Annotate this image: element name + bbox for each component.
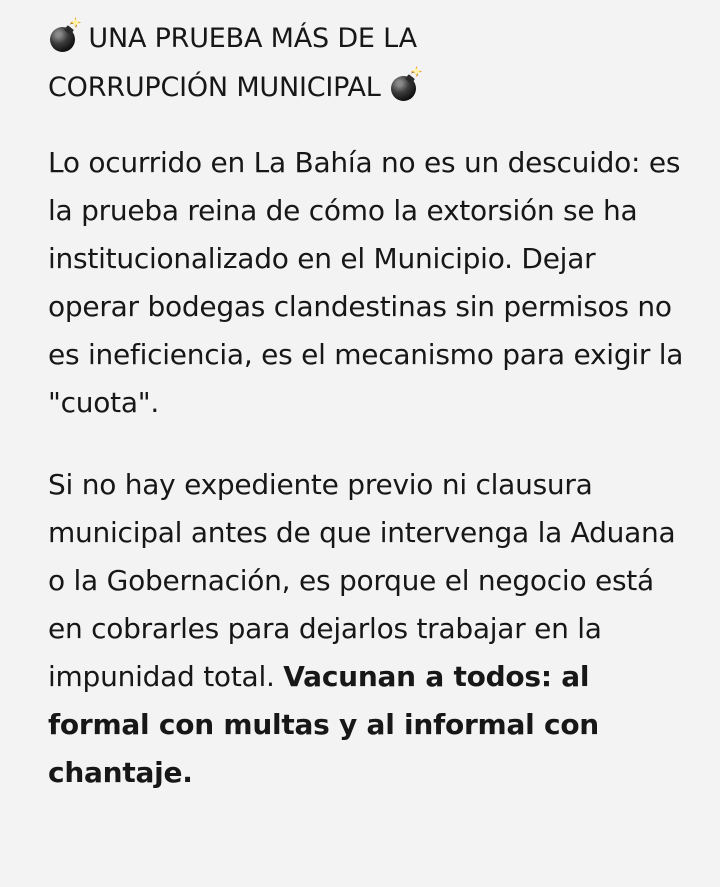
bomb-icon: [389, 70, 421, 102]
bomb-icon: [48, 21, 80, 53]
paragraph-municipio: Lo ocurrido en La Bahía no es un descuido: es la prueba reina de cómo la extorsión se ha institucionalizado en el Municipio. Dejar operar bodegas clandestinas sin permisos no es ineficiencia, es el mecanismo para exigir la "cuota".: [48, 146, 684, 419]
paragraph-impunidad: [48, 461, 686, 797]
post-title: [48, 14, 686, 112]
title-line-2: CORRUPCIÓN MUNICIPAL: [48, 72, 381, 103]
paragraph-bold-text: Vacunan a todos: al formal con multas y al informal con chantaje.: [48, 660, 599, 789]
paragraph-regular-text: Si no hay expediente previo ni clausura municipal antes de que intervenga la Aduana o la Gobernación, es porque el negocio está en cobrarles para dejarlos trabajar en la impunidad total.: [48, 468, 676, 693]
title-line-1: UNA PRUEBA MÁS DE LA: [88, 23, 417, 54]
